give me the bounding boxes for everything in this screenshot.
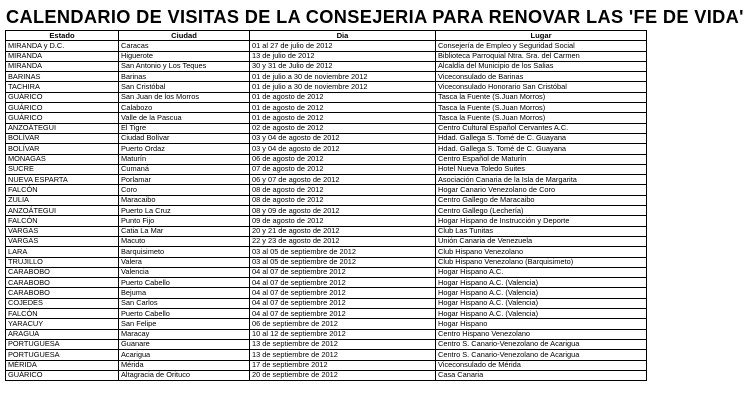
estado-cell: MONAGAS: [6, 154, 119, 164]
dia-cell: 10 al 12 de septiembre 2012: [250, 329, 436, 339]
table-row: [6, 185, 647, 195]
lugar-cell: Hogar Hispano A.C. (Valencia): [436, 288, 647, 298]
dia-cell: 06 de septiembre de 2012: [250, 319, 436, 329]
ciudad-cell: Maracay: [119, 329, 250, 339]
ciudad-cell: Coro: [119, 185, 250, 195]
ciudad-cell: Calabozo: [119, 103, 250, 113]
estado-cell: GUÁRICO: [6, 113, 119, 123]
dia-cell: 04 al 07 de septiembre 2012: [250, 267, 436, 277]
ciudad-cell: San Cristóbal: [119, 82, 250, 92]
lugar-cell: Hogar Canario Venezolano de Coro: [436, 185, 647, 195]
ciudad-cell: Punto Fijo: [119, 216, 250, 226]
dia-cell: 22 y 23 de agosto de 2012: [250, 236, 436, 246]
table-row: [6, 82, 647, 92]
estado-cell: CARABOBO: [6, 278, 119, 288]
table-row: [6, 61, 647, 71]
lugar-cell: Centro Gallego (Lechería): [436, 206, 647, 216]
lugar-cell: Hotel Nueva Toledo Suites: [436, 164, 647, 174]
estado-cell: NUEVA ESPARTA: [6, 175, 119, 185]
estado-cell: YARACUY: [6, 319, 119, 329]
ciudad-cell: Valle de la Pascua: [119, 113, 250, 123]
lugar-cell: Hdad. Gallega S. Tomé de C. Guayana: [436, 144, 647, 154]
table-row: [6, 113, 647, 123]
table-row: [6, 144, 647, 154]
header-dia: Dia: [250, 31, 436, 41]
table-row: [6, 175, 647, 185]
lugar-cell: Casa Canaria: [436, 370, 647, 380]
table-row: [6, 154, 647, 164]
ciudad-cell: Ciudad Bolívar: [119, 133, 250, 143]
header-ciudad: Ciudad: [119, 31, 250, 41]
ciudad-cell: Acarigua: [119, 350, 250, 360]
estado-cell: FALCÓN: [6, 185, 119, 195]
table-header-row: [6, 31, 647, 41]
dia-cell: 07 de agosto de 2012: [250, 164, 436, 174]
ciudad-cell: Guanare: [119, 339, 250, 349]
ciudad-cell: El Tigre: [119, 123, 250, 133]
ciudad-cell: Puerto Cabello: [119, 309, 250, 319]
table-row: [6, 41, 647, 51]
lugar-cell: Club Las Tunitas: [436, 226, 647, 236]
table-row: [6, 370, 647, 380]
table-row: [6, 92, 647, 102]
lugar-cell: Alcaldía del Municipio de los Salias: [436, 61, 647, 71]
ciudad-cell: Altagracia de Orituco: [119, 370, 250, 380]
lugar-cell: Hogar Hispano A.C. (Valencia): [436, 309, 647, 319]
lugar-cell: Club Hispano Venezolano: [436, 247, 647, 257]
estado-cell: FALCÓN: [6, 309, 119, 319]
lugar-cell: Tasca la Fuente (S.Juan Morros): [436, 92, 647, 102]
lugar-cell: Tasca la Fuente (S.Juan Morros): [436, 103, 647, 113]
estado-cell: PORTUGUESA: [6, 350, 119, 360]
dia-cell: 20 de septiembre de 2012: [250, 370, 436, 380]
ciudad-cell: San Felipe: [119, 319, 250, 329]
estado-cell: TACHIRA: [6, 82, 119, 92]
ciudad-cell: Bejuma: [119, 288, 250, 298]
lugar-cell: Hdad. Gallega S. Tomé de C. Guayana: [436, 133, 647, 143]
estado-cell: MIRANDA: [6, 61, 119, 71]
estado-cell: COJEDES: [6, 298, 119, 308]
lugar-cell: Club Hispano Venezolano (Barquisimeto): [436, 257, 647, 267]
table-row: [6, 226, 647, 236]
ciudad-cell: Macuto: [119, 236, 250, 246]
dia-cell: 13 de julio de 2012: [250, 51, 436, 61]
estado-cell: SUCRE: [6, 164, 119, 174]
table-row: [6, 133, 647, 143]
lugar-cell: Unión Canaria de Venezuela: [436, 236, 647, 246]
table-row: [6, 72, 647, 82]
dia-cell: 04 al 07 de septiembre 2012: [250, 298, 436, 308]
dia-cell: 03 al 05 de septiembre de 2012: [250, 247, 436, 257]
dia-cell: 08 y 09 de agosto de 2012: [250, 206, 436, 216]
dia-cell: 08 de agosto de 2012: [250, 185, 436, 195]
table-row: [6, 288, 647, 298]
table-row: [6, 123, 647, 133]
dia-cell: 04 al 07 de septiembre 2012: [250, 278, 436, 288]
dia-cell: 13 de septiembre de 2012: [250, 350, 436, 360]
table-row: [6, 267, 647, 277]
estado-cell: CARABOBO: [6, 267, 119, 277]
ciudad-cell: Caracas: [119, 41, 250, 51]
dia-cell: 20 y 21 de agosto de 2012: [250, 226, 436, 236]
table-row: [6, 257, 647, 267]
estado-cell: VARGAS: [6, 226, 119, 236]
table-row: [6, 329, 647, 339]
dia-cell: 03 y 04 de agosto de 2012: [250, 133, 436, 143]
estado-cell: BOLÍVAR: [6, 133, 119, 143]
estado-cell: GUÁRICO: [6, 103, 119, 113]
dia-cell: 17 de septiembre 2012: [250, 360, 436, 370]
ciudad-cell: San Juan de los Morros: [119, 92, 250, 102]
estado-cell: MIRANDA y D.C.: [6, 41, 119, 51]
table-row: [6, 298, 647, 308]
table-row: [6, 319, 647, 329]
estado-cell: ANZOÁTEGUI: [6, 123, 119, 133]
lugar-cell: Tasca la Fuente (S.Juan Morros): [436, 113, 647, 123]
lugar-cell: Centro Hispano Venezolano: [436, 329, 647, 339]
lugar-cell: Viceconsulado de Mérida: [436, 360, 647, 370]
table-row: [6, 339, 647, 349]
estado-cell: FALCÓN: [6, 216, 119, 226]
dia-cell: 01 de julio a 30 de noviembre 2012: [250, 72, 436, 82]
dia-cell: 06 y 07 de agosto de 2012: [250, 175, 436, 185]
header-estado: Estado: [6, 31, 119, 41]
ciudad-cell: San Carlos: [119, 298, 250, 308]
table-row: [6, 278, 647, 288]
lugar-cell: Centro Español de Maturín: [436, 154, 647, 164]
dia-cell: 02 de agosto de 2012: [250, 123, 436, 133]
table-row: [6, 195, 647, 205]
ciudad-cell: Barinas: [119, 72, 250, 82]
lugar-cell: Hogar Hispano de Instrucción y Deporte: [436, 216, 647, 226]
dia-cell: 13 de septiembre de 2012: [250, 339, 436, 349]
ciudad-cell: Puerto Ordaz: [119, 144, 250, 154]
header-lugar: Lugar: [436, 31, 647, 41]
lugar-cell: Hogar Hispano: [436, 319, 647, 329]
dia-cell: 01 de agosto de 2012: [250, 113, 436, 123]
table-row: [6, 51, 647, 61]
table-row: [6, 360, 647, 370]
lugar-cell: Centro Cultural Español Cervantes A.C.: [436, 123, 647, 133]
estado-cell: CARABOBO: [6, 288, 119, 298]
dia-cell: 08 de agosto de 2012: [250, 195, 436, 205]
dia-cell: 03 y 04 de agosto de 2012: [250, 144, 436, 154]
lugar-cell: Asociación Canaria de la Isla de Margarita: [436, 175, 647, 185]
estado-cell: PORTUGUESA: [6, 339, 119, 349]
lugar-cell: Centro S. Canario-Venezolano de Acarigua: [436, 350, 647, 360]
lugar-cell: Viceconsulado Honorario San Cristóbal: [436, 82, 647, 92]
ciudad-cell: Catia La Mar: [119, 226, 250, 236]
dia-cell: 04 al 07 de septiembre 2012: [250, 288, 436, 298]
estado-cell: VARGAS: [6, 236, 119, 246]
table-row: [6, 164, 647, 174]
estado-cell: ANZOÁTEGUI: [6, 206, 119, 216]
estado-cell: TRUJILLO: [6, 257, 119, 267]
ciudad-cell: Puerto La Cruz: [119, 206, 250, 216]
ciudad-cell: Puerto Cabello: [119, 278, 250, 288]
ciudad-cell: Valencia: [119, 267, 250, 277]
table-body: [6, 41, 647, 381]
lugar-cell: Hogar Hispano A.C.: [436, 267, 647, 277]
lugar-cell: Hogar Hispano A.C. (Valencia): [436, 278, 647, 288]
estado-cell: GUÁRICO: [6, 370, 119, 380]
table-row: [6, 309, 647, 319]
estado-cell: BOLÍVAR: [6, 144, 119, 154]
visits-calendar-table: [5, 30, 647, 381]
dia-cell: 04 al 07 de septiembre 2012: [250, 309, 436, 319]
ciudad-cell: San Antonio y Los Teques: [119, 61, 250, 71]
estado-cell: MÉRIDA: [6, 360, 119, 370]
table-row: [6, 247, 647, 257]
lugar-cell: Consejería de Empleo y Seguridad Social: [436, 41, 647, 51]
table-row: [6, 216, 647, 226]
ciudad-cell: Porlamar: [119, 175, 250, 185]
page-title: CALENDARIO DE VISITAS DE LA CONSEJERIA PARA RENOVAR LAS 'FE DE VIDA': [6, 7, 744, 27]
dia-cell: 30 y 31 de Julio de 2012: [250, 61, 436, 71]
dia-cell: 03 al 05 de septiembre de 2012: [250, 257, 436, 267]
ciudad-cell: Barquisimeto: [119, 247, 250, 257]
estado-cell: BARINAS: [6, 72, 119, 82]
ciudad-cell: Mérida: [119, 360, 250, 370]
lugar-cell: Viceconsulado de Barinas: [436, 72, 647, 82]
ciudad-cell: Higuerote: [119, 51, 250, 61]
table-row: [6, 350, 647, 360]
lugar-cell: Biblioteca Parroquial Ntra. Sra. del Carmen: [436, 51, 647, 61]
dia-cell: 01 de julio a 30 de noviembre 2012: [250, 82, 436, 92]
estado-cell: ZULIA: [6, 195, 119, 205]
lugar-cell: Centro S. Canario-Venezolano de Acarigua: [436, 339, 647, 349]
dia-cell: 01 de agosto de 2012: [250, 92, 436, 102]
table-row: [6, 206, 647, 216]
dia-cell: 06 de agosto de 2012: [250, 154, 436, 164]
ciudad-cell: Maturín: [119, 154, 250, 164]
estado-cell: ARAGUA: [6, 329, 119, 339]
dia-cell: 09 de agosto de 2012: [250, 216, 436, 226]
estado-cell: MIRANDA: [6, 51, 119, 61]
estado-cell: GUÁRICO: [6, 92, 119, 102]
ciudad-cell: Valera: [119, 257, 250, 267]
ciudad-cell: Cumaná: [119, 164, 250, 174]
table-row: [6, 236, 647, 246]
ciudad-cell: Maracaibo: [119, 195, 250, 205]
dia-cell: 01 de agosto de 2012: [250, 103, 436, 113]
estado-cell: LARA: [6, 247, 119, 257]
lugar-cell: Centro Gallego de Maracaibo: [436, 195, 647, 205]
table-row: [6, 103, 647, 113]
dia-cell: 01 al 27 de julio de 2012: [250, 41, 436, 51]
lugar-cell: Hogar Hispano A.C. (Valencia): [436, 298, 647, 308]
